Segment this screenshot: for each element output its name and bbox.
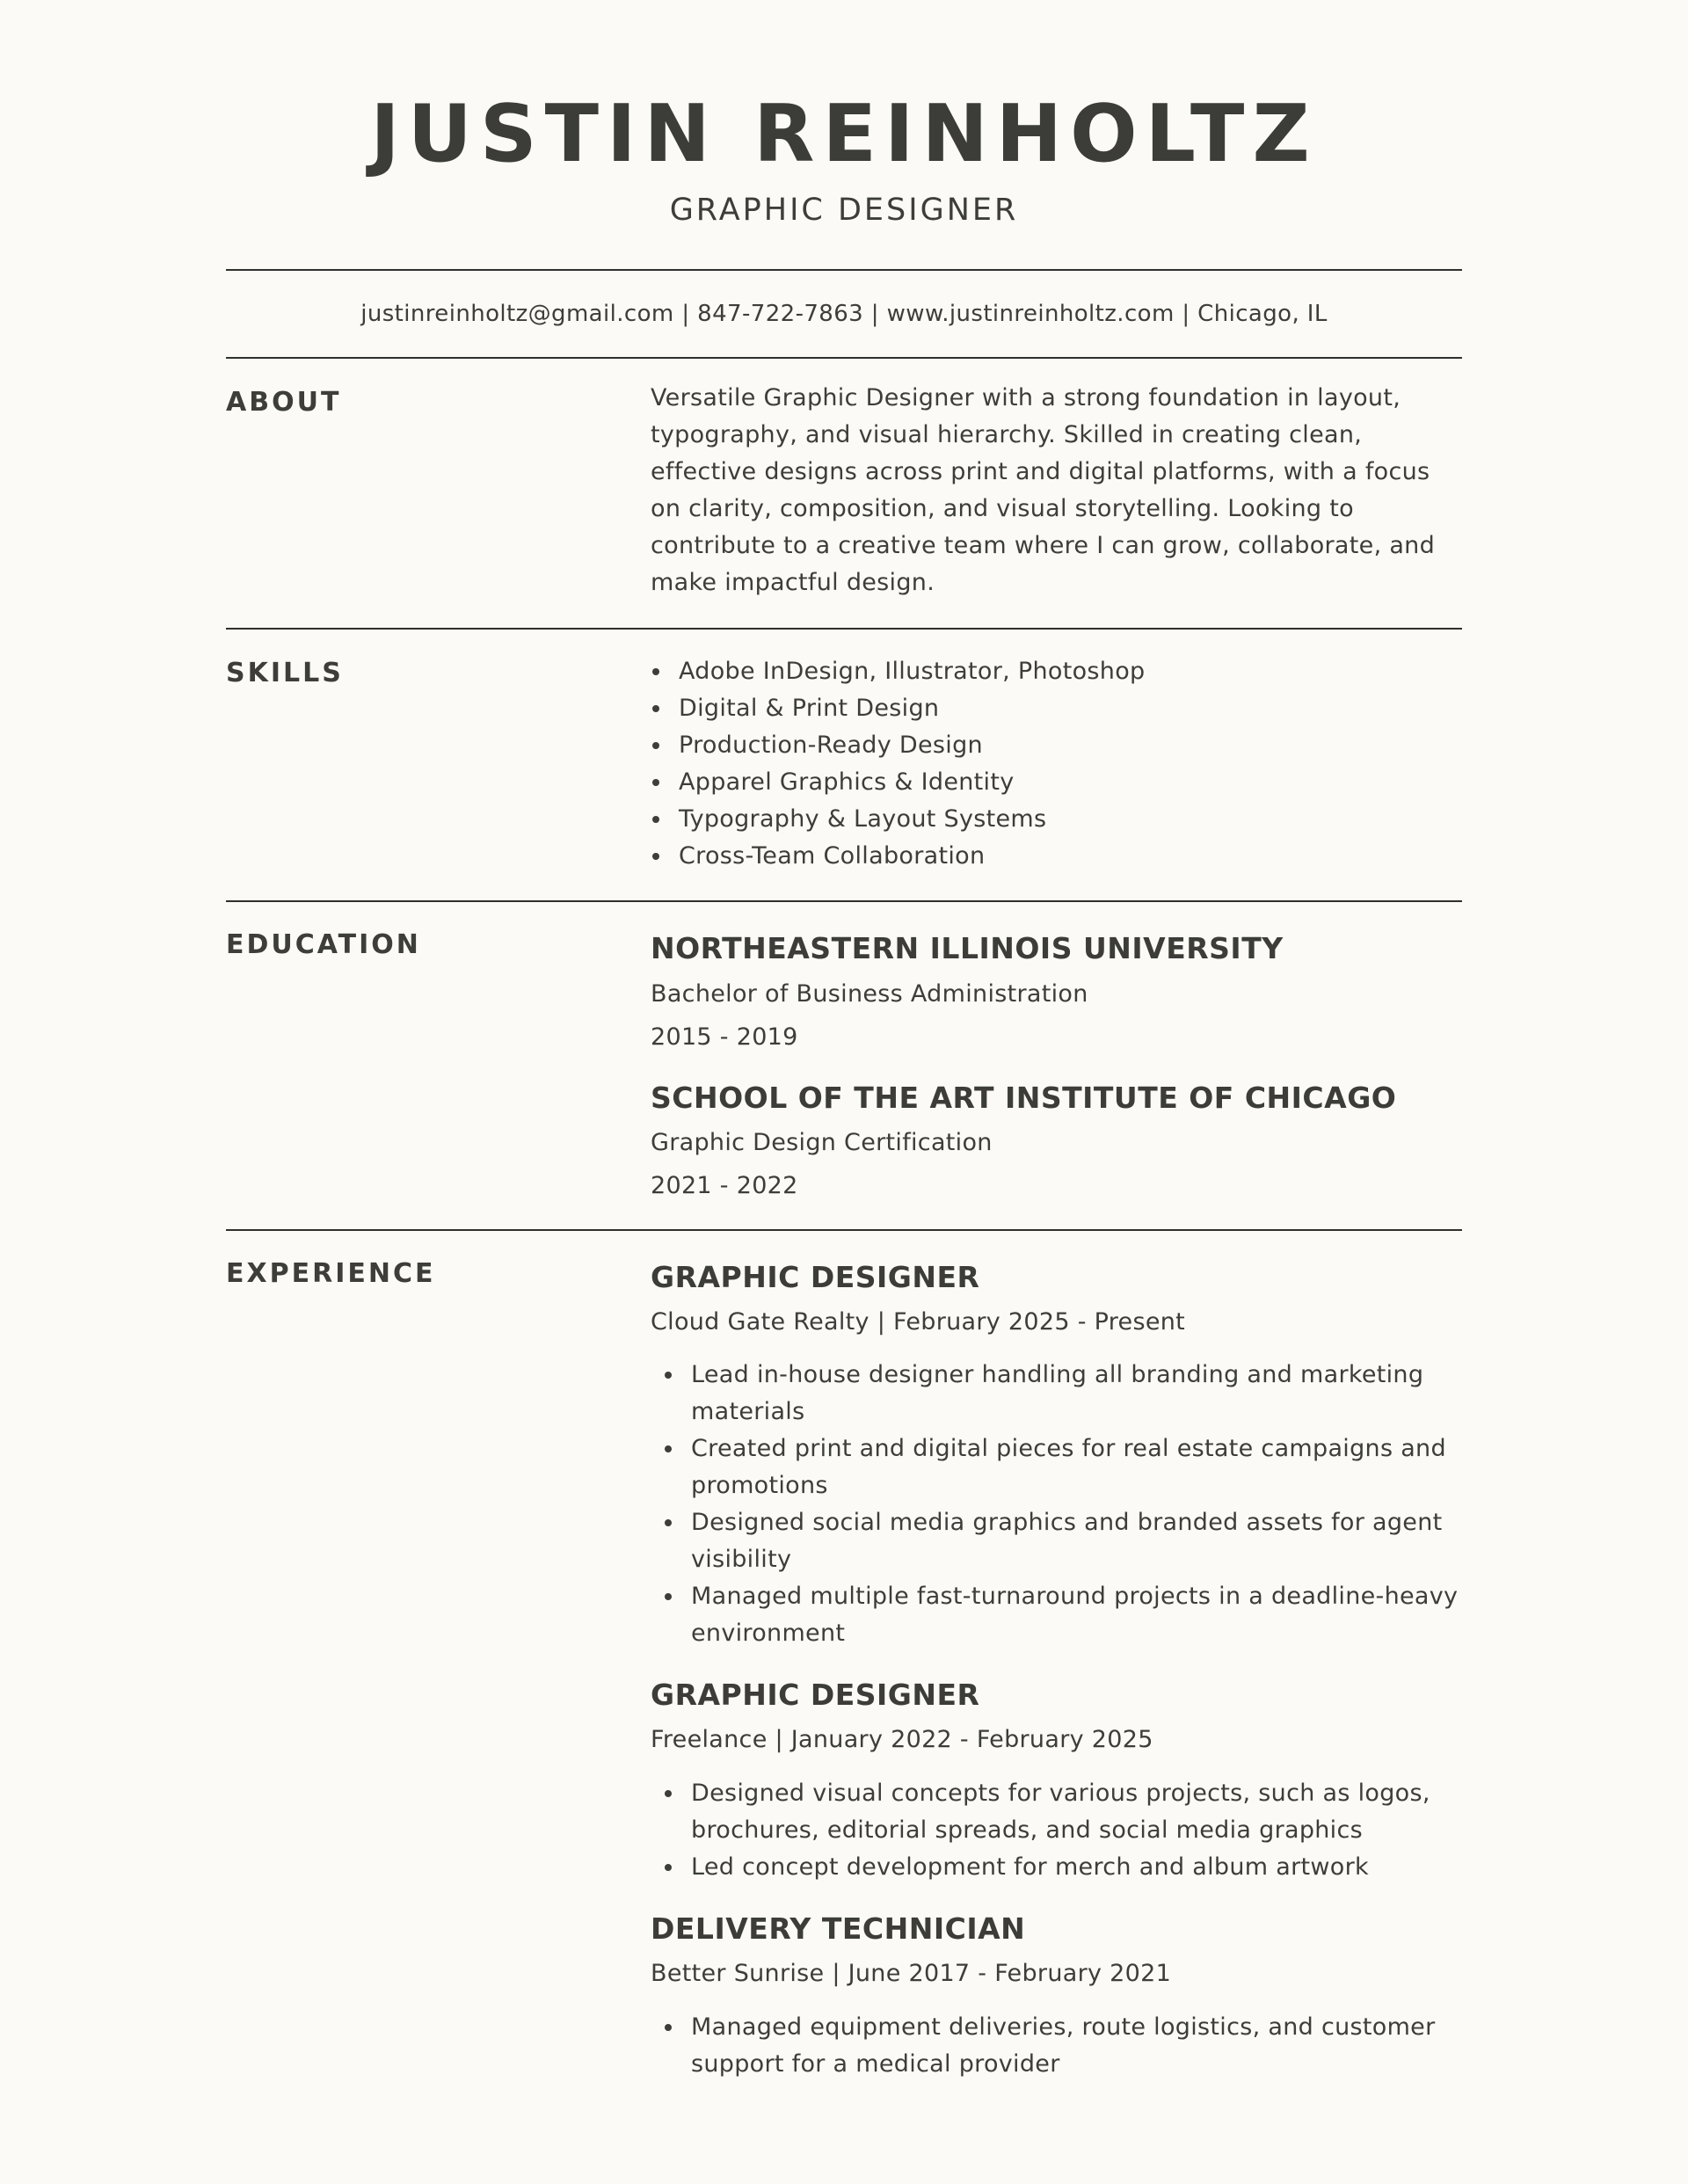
job-bullet [651, 1775, 1462, 1849]
education-degree: Bachelor of Business Administration [651, 980, 1088, 1008]
about-line: on clarity, composition, and visual storytelling. Looking to [651, 495, 1354, 522]
divider [226, 1229, 1462, 1231]
job-bullet [651, 1357, 1462, 1431]
job-role: GRAPHIC DESIGNER [651, 1260, 980, 1294]
education-school: SCHOOL OF THE ART INSTITUTE OF CHICAGO [651, 1081, 1397, 1115]
section-label-education: EDUCATION [226, 929, 421, 960]
divider [226, 269, 1462, 271]
candidate-title: GRAPHIC DESIGNER [669, 193, 1019, 228]
job-meta: Cloud Gate Realty | February 2025 - Present [651, 1308, 1186, 1336]
education-degree: Graphic Design Certification [651, 1129, 993, 1156]
bullet-line: brochures, editorial spreads, and social media graphics [691, 1816, 1363, 1844]
about-text [651, 380, 1462, 601]
skill-item: Typography & Layout Systems [651, 801, 1462, 838]
divider [226, 628, 1462, 630]
bullet-line: materials [691, 1398, 805, 1425]
divider [226, 900, 1462, 902]
education-years: 2015 - 2019 [651, 1023, 798, 1051]
about-line: Versatile Graphic Designer with a strong foundation in layout, [651, 384, 1401, 411]
job-meta: Better Sunrise | June 2017 - February 2021 [651, 1960, 1172, 1987]
divider [226, 357, 1462, 359]
job-bullet [651, 1504, 1462, 1578]
job-bullets [651, 2009, 1462, 2083]
section-label-skills: SKILLS [226, 658, 344, 688]
bullet-line: promotions [691, 1472, 828, 1499]
bullet-line: Designed visual concepts for various projects, such as logos, [691, 1780, 1430, 1807]
education-school: NORTHEASTERN ILLINOIS UNIVERSITY [651, 931, 1284, 965]
skill-item: Cross-Team Collaboration [651, 838, 1462, 875]
about-line: contribute to a creative team where I can grow, collaborate, and [651, 532, 1436, 559]
bullet-line: Managed multiple fast-turnaround projects in a deadline-heavy [691, 1583, 1459, 1610]
candidate-name: JUSTIN REINHOLTZ [370, 88, 1318, 180]
skill-item: Production-Ready Design [651, 727, 1462, 764]
skills-list [651, 653, 1462, 875]
job-role: DELIVERY TECHNICIAN [651, 1911, 1026, 1946]
bullet-line: Designed social media graphics and branded assets for agent [691, 1509, 1443, 1536]
bullet-line: Lead in-house designer handling all branding and marketing [691, 1361, 1424, 1388]
job-bullets [651, 1357, 1462, 1652]
section-label-experience: EXPERIENCE [226, 1258, 436, 1289]
bullet-line: Created print and digital pieces for real estate campaigns and [691, 1435, 1446, 1462]
job-bullets [651, 1775, 1462, 1886]
job-bullet [651, 1431, 1462, 1504]
skill-item: Adobe InDesign, Illustrator, Photoshop [651, 653, 1462, 690]
job-role: GRAPHIC DESIGNER [651, 1678, 980, 1712]
section-label-about: ABOUT [226, 387, 342, 418]
about-line: typography, and visual hierarchy. Skilled in creating clean, [651, 421, 1363, 448]
bullet-line: visibility [691, 1546, 792, 1573]
contact-line: justinreinholtz@gmail.com | 847-722-7863 | www.justinreinholtz.com | Chicago, IL [360, 301, 1328, 327]
skill-item: Digital & Print Design [651, 690, 1462, 727]
job-bullet [651, 2009, 1462, 2083]
skill-item: Apparel Graphics & Identity [651, 764, 1462, 801]
bullet-line: support for a medical provider [691, 2050, 1060, 2078]
job-meta: Freelance | January 2022 - February 2025 [651, 1726, 1153, 1753]
job-bullet [651, 1578, 1462, 1652]
bullet-line: environment [691, 1620, 846, 1647]
bullet-line: Managed equipment deliveries, route logistics, and customer [691, 2013, 1436, 2041]
skills-section [651, 653, 1462, 875]
bullet-line: Led concept development for merch and album artwork [691, 1853, 1369, 1881]
job-bullet [651, 1849, 1462, 1886]
about-line: make impactful design. [651, 569, 935, 596]
about-line: effective designs across print and digital platforms, with a focus [651, 458, 1430, 485]
about-section [651, 380, 1462, 601]
education-years: 2021 - 2022 [651, 1172, 798, 1199]
